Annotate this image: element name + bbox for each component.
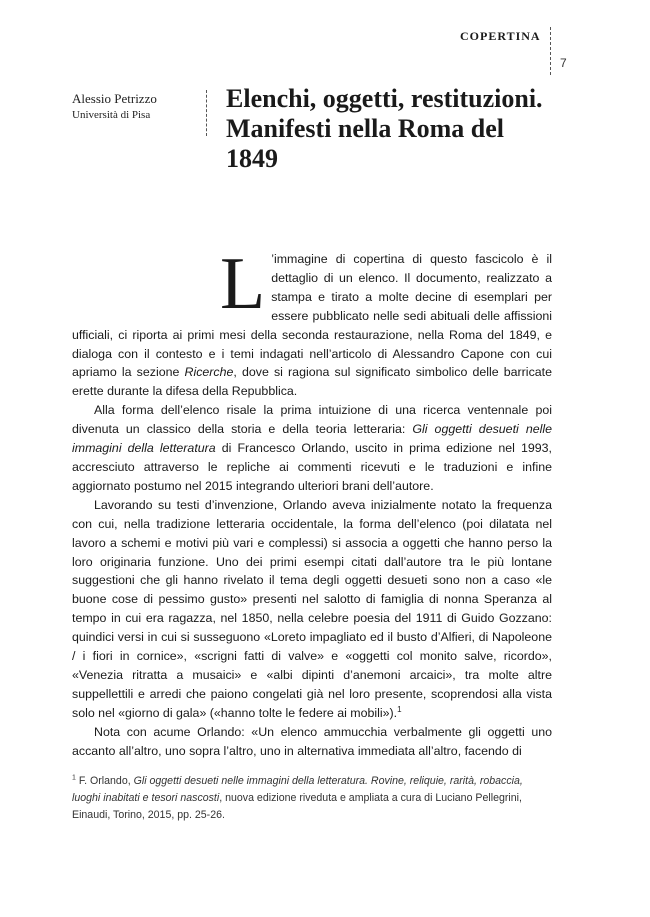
paragraph-4 xyxy=(72,723,552,761)
paragraph-text: ’immagine di copertina di questo fascicolo è il dettaglio di un elenco. Il documento, realizzato a stampa e tirato a molte decine di esemplari per essere pubblicato nelle sedi abituali delle affissioni ufficiali, ci riporta ai primi mesi della seconda restaurazione, nella Roma del 1849, e dialoga con il contesto e i temi indagati nell’articolo di Alessandro Capone con cui apriamo la sezione xyxy=(72,252,552,380)
paragraph-3 xyxy=(72,496,552,723)
paragraph-1 xyxy=(72,243,552,401)
paragraph-text: Lavorando su testi d’invenzione, Orlando aveva inizialmente notato la frequenza con cui, nella tradizione letteraria occidentale, la forma dell’elenco (poi dilatata nel lavoro a schemi e motivi più vari e complessi) si associa a oggetti che hanno perso la loro originaria funzione. Uno dei primi esempi citati dall’autore tra le più lontane suggestioni che gli hanno rivelato il tema degli oggetti desueti sono non a caso «le buone cose di pessimo gusto» presenti nel salotto di famiglia di nonna Speranza al tempo in cui era ragazza, nel 1850, nella celebre poesia del 1911 di Guido Gozzano: quindici versi in cui si susseguono «Loreto impagliato ed il busto d’Alfieri, di Napoleone / i fiori in cornice», «scrigni fatti di valve» e «oggetti col monito salve, ricordo», «Venezia ritratta a musaici» e «albi dipinti d’anemoni arcaici», tra molte altre suppellettili e arredi che paiono congelati già nel loro presente, scoprendosi alla vista solo nel «giorno di gala» («hanno tolte le federe ai mobili»). xyxy=(72,497,552,720)
author-affiliation: Università di Pisa xyxy=(72,109,151,121)
paragraph-text: , dove si ragiona sul significato simbolico delle barricate erette durante la difesa della Repubblica. xyxy=(72,365,552,399)
section-label: COPERTINA xyxy=(460,29,541,43)
footnote-text: F. Orlando, xyxy=(75,775,134,787)
italic-section-name: Ricerche xyxy=(184,365,234,380)
author-block xyxy=(72,90,202,123)
author-name: Alessio Petrizzo xyxy=(72,91,157,106)
page-number: 7 xyxy=(560,56,567,70)
article-body xyxy=(72,243,552,760)
paragraph-text: Alla forma dell’elenco risale la prima intuizione di una ricerca ventennale poi divenuta un classico della storia e della teoria letteraria: xyxy=(72,403,552,437)
footnote-reference[interactable]: 1 xyxy=(397,704,402,714)
footnote-number: 1 xyxy=(72,774,76,782)
paragraph-2 xyxy=(72,401,552,496)
footnote xyxy=(72,773,552,824)
paragraph-text: Nota con acume Orlando: «Un elenco ammucchia verbalmente gli oggetti uno accanto all’altro, uno sopra l’altro, uno in alternativa immediata all’altro, facendo di xyxy=(72,724,552,758)
italic-book-title: Gli oggetti desueti nelle immagini della letteratura xyxy=(72,422,552,456)
footnote-text: , nuova edizione riveduta e ampliata a cura di Luciano Pellegrini, Einaudi, Torino, 2015, pp. 25-26. xyxy=(72,792,522,821)
title-divider xyxy=(206,90,207,136)
article-title: Elenchi, oggetti, restituzioni. Manifesti nella Roma del 1849 xyxy=(226,84,543,173)
drop-cap: L xyxy=(220,243,266,325)
paragraph-text: di Francesco Orlando, uscito in prima edizione nel 1993, accresciuto attraverso le repliche ai commenti ricevuti e le traduzioni e infine aggiornato postumo nel 2015 integrando ulteriori brani dell’autore. xyxy=(72,441,552,493)
header-divider xyxy=(550,27,551,75)
footnote-italic-title: Gli oggetti desueti nelle immagini della letteratura. Rovine, reliquie, rarità, robaccia, luoghi inabitati e tesori nascosti xyxy=(72,775,523,804)
